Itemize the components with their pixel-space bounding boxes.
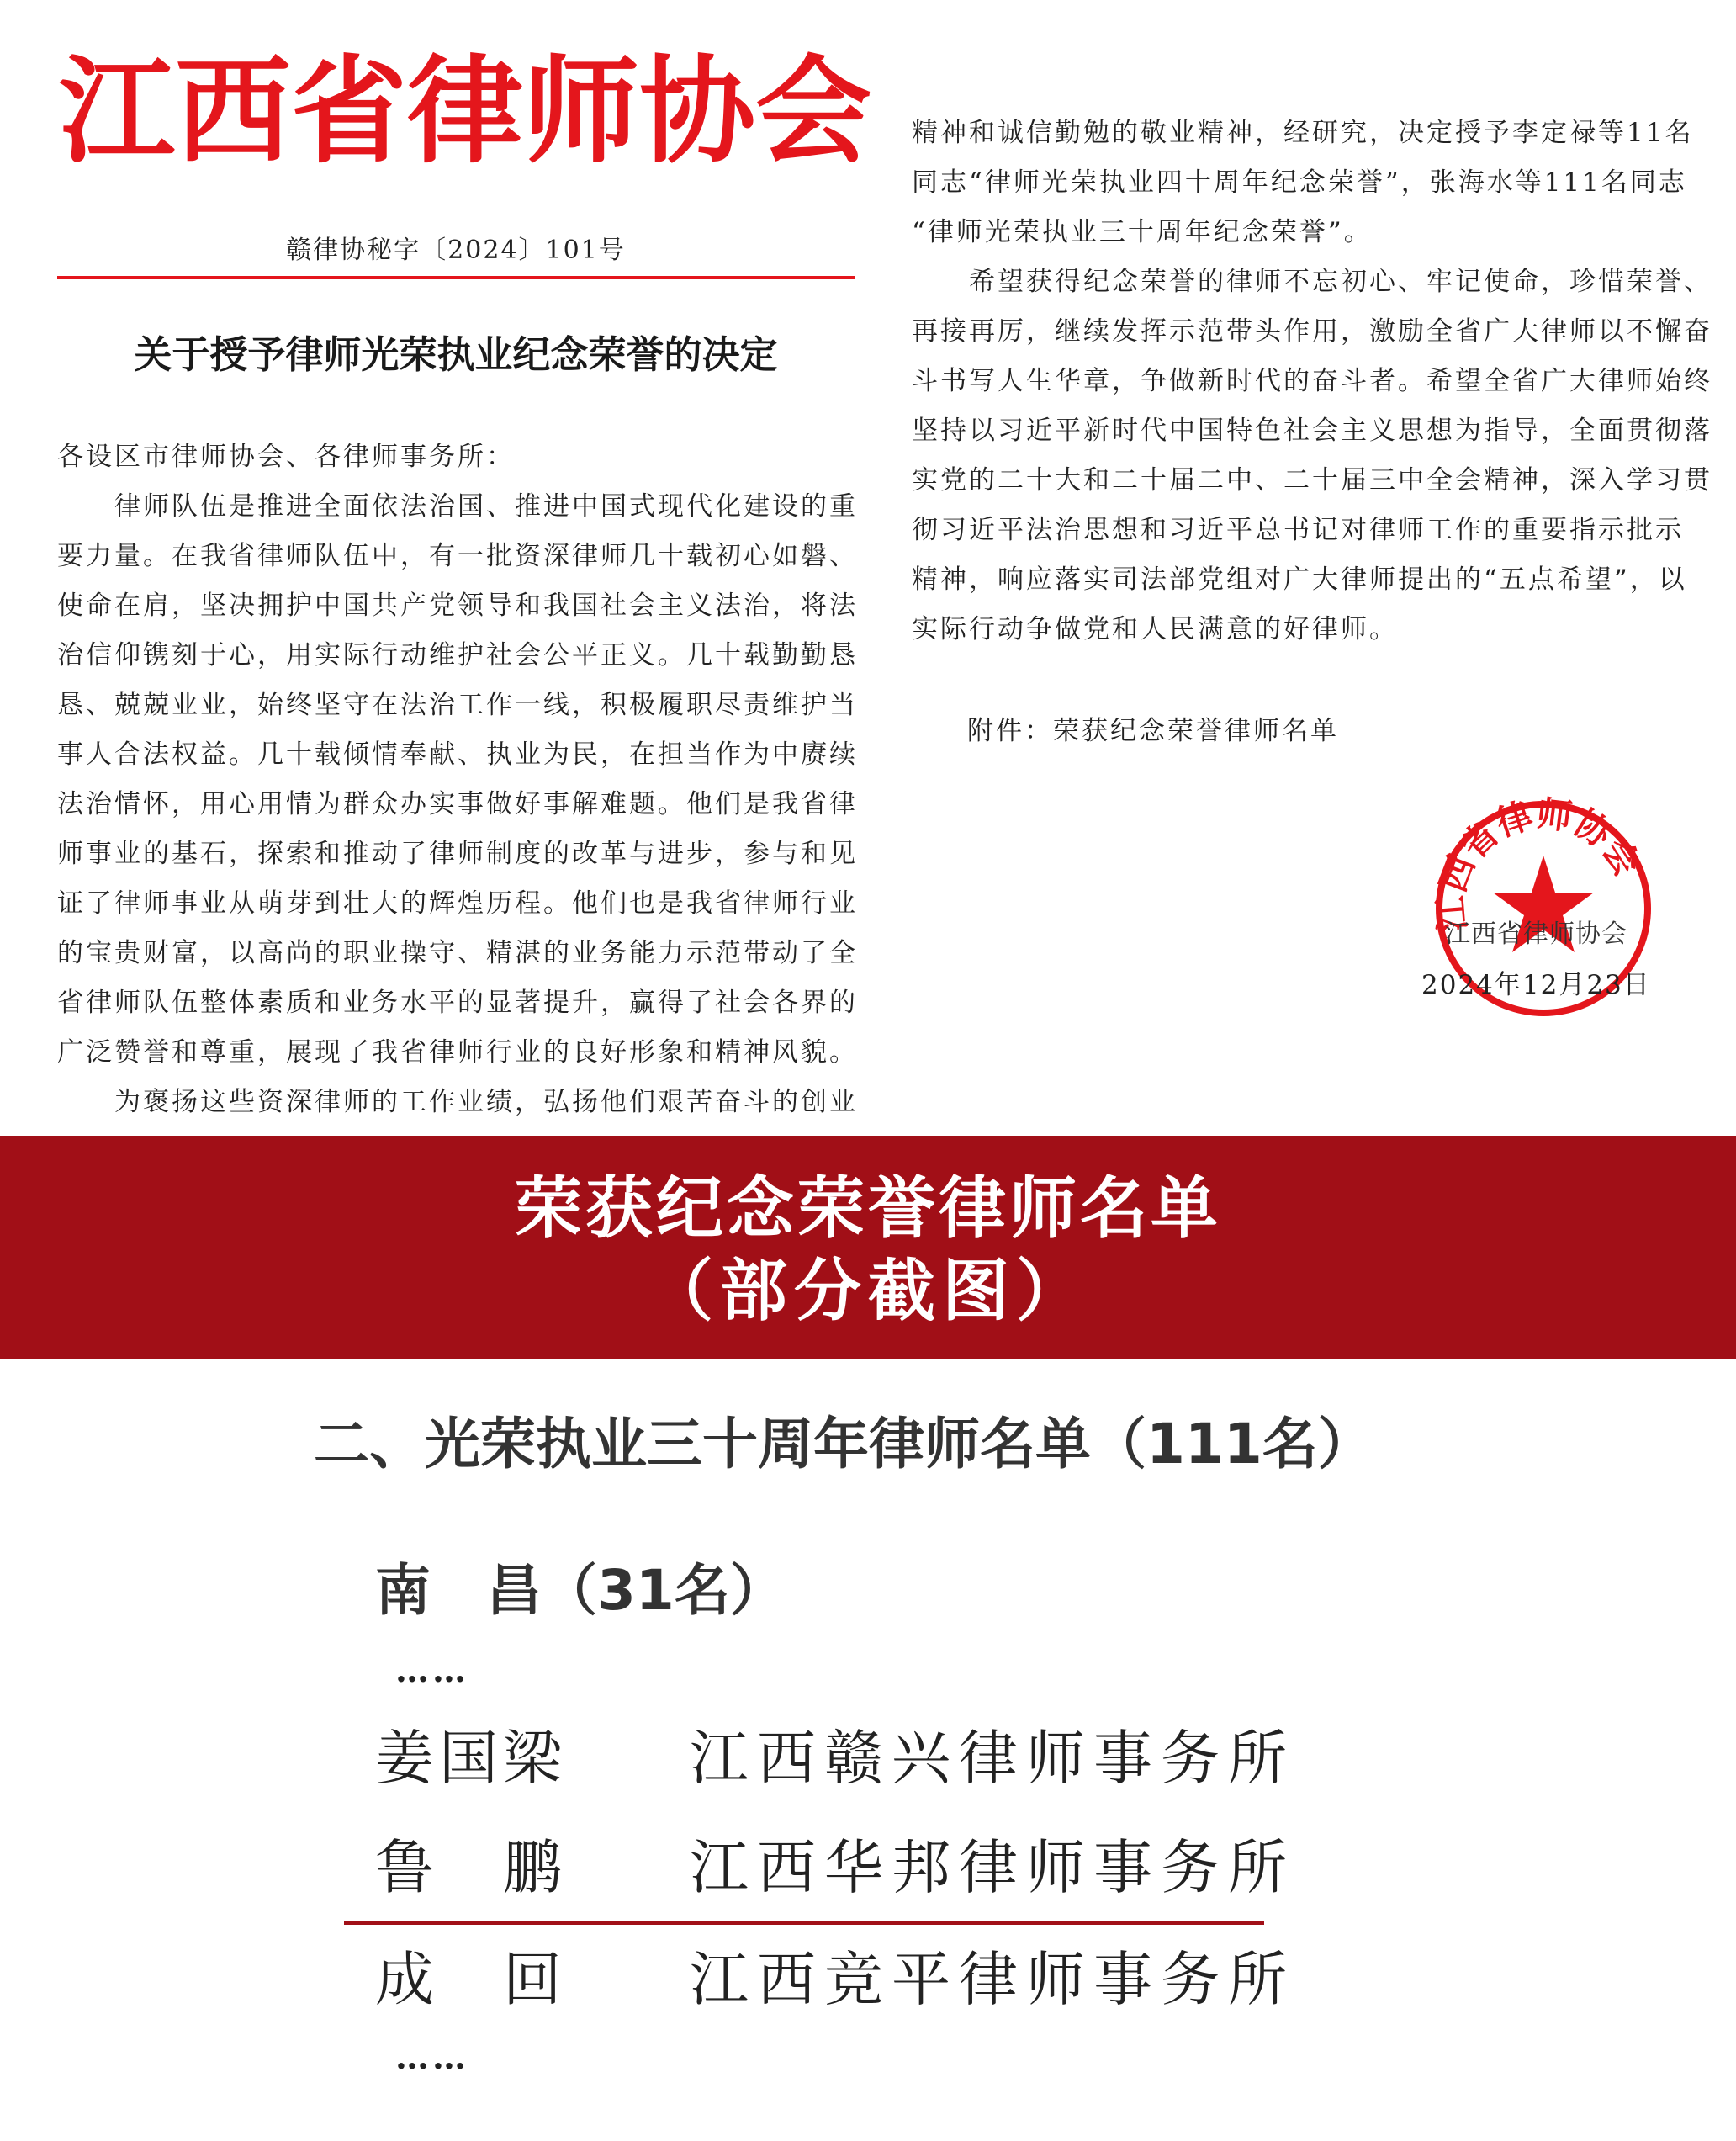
lawyer-name: 姜国梁 [375, 1724, 567, 1793]
body-text-line: 的宝贵财富，以高尚的职业操守、精湛的业务能力示范带动了全 [57, 938, 858, 968]
body-text-line: 实际行动争做党和人民满意的好律师。 [912, 614, 1398, 644]
city-heading: 南 昌（31名） [375, 1558, 786, 1623]
body-text-line: 事人合法权益。几十载倾情奉献、执业为民，在担当作为中赓续 [57, 739, 858, 770]
org-char: 律 [407, 42, 524, 179]
body-text-line: 精神，响应落实司法部党组对广大律师提出的“五点希望”，以 [912, 564, 1687, 595]
org-char: 西 [175, 42, 292, 179]
list-item [375, 1720, 1295, 1796]
letterhead-divider [57, 276, 855, 279]
law-firm: 江西赣兴律师事务所 [690, 1724, 1295, 1793]
org-char: 江 [59, 42, 176, 179]
body-text-line: 各设区市律师协会、各律师事务所： [57, 442, 515, 472]
body-text-line: 实党的二十大和二十届二中、二十届三中全会精神，深入学习贯 [912, 465, 1712, 496]
body-text-line: 要力量。在我省律师队伍中，有一批资深律师几十载初心如磐、 [57, 541, 858, 571]
body-text-line: 斗书写人生华章，争做新时代的奋斗者。希望全省广大律师始终 [912, 366, 1712, 396]
body-text-line: 精神和诚信勤勉的敬业精神，经研究，决定授予李定禄等11名 [912, 118, 1694, 148]
document-title: 关于授予律师光荣执业纪念荣誉的决定 [134, 332, 778, 377]
body-text-line: 证了律师事业从萌芽到壮大的辉煌历程。他们也是我省律师行业 [57, 888, 858, 919]
body-text-line: 再接再厉，继续发挥示范带头作用，激励全省广大律师以不懈奋 [912, 316, 1712, 347]
body-text-line: 治信仰镌刻于心，用实际行动维护社会公平正义。几十载勤勤恳 [57, 640, 858, 670]
document-number: 赣律协秘字〔2024〕101号 [286, 236, 626, 265]
banner-subtitle: （部分截图） [646, 1251, 1090, 1330]
org-char: 会 [755, 42, 872, 179]
org-char: 省 [291, 42, 408, 179]
body-left-column [57, 432, 865, 1127]
body-text-line: 为褒扬这些资深律师的工作业绩，弘扬他们艰苦奋斗的创业 [57, 1087, 858, 1117]
list-item [375, 1830, 1295, 1905]
law-firm: 江西竞平律师事务所 [690, 1945, 1295, 2014]
highlight-underline [344, 1921, 1264, 1925]
body-right-column [912, 109, 1719, 654]
letterhead-org-name [59, 42, 872, 179]
body-text-line: 希望获得纪念荣誉的律师不忘初心、牢记使命，珍惜荣誉、 [912, 267, 1712, 297]
body-text-line: “律师光荣执业三十周年纪念荣誉”。 [912, 217, 1373, 247]
body-text-line: 师事业的基石，探索和推动了律师制度的改革与进步，参与和见 [57, 839, 858, 869]
ellipsis-top: …… [395, 1651, 469, 1690]
section-title: 二、光荣执业三十周年律师名单（111名） [314, 1412, 1373, 1476]
lawyer-name: 鲁 鹏 [375, 1833, 567, 1902]
ellipsis-bottom: …… [395, 2038, 469, 2077]
attachment-note: 附件：荣获纪念荣誉律师名单 [967, 716, 1339, 746]
body-text-line: 恳、兢兢业业，始终坚守在法治工作一线，积极履职尽责维护当 [57, 690, 858, 720]
signature-date: 2024年12月23日 [1421, 970, 1651, 1000]
list-item [375, 1942, 1295, 2017]
body-text-line: 律师队伍是推进全面依法治国、推进中国式现代化建设的重 [57, 491, 858, 522]
body-text-line: 省律师队伍整体素质和业务水平的显著提升，赢得了社会各界的 [57, 988, 858, 1018]
body-text-line: 同志“律师光荣执业四十周年纪念荣誉”，张海水等111名同志 [912, 167, 1687, 198]
org-char: 协 [639, 42, 756, 179]
law-firm: 江西华邦律师事务所 [690, 1833, 1295, 1902]
lawyer-name: 成 回 [375, 1945, 567, 2014]
body-text-line: 使命在肩，坚决拥护中国共产党领导和我国社会主义法治，将法 [57, 591, 858, 621]
body-text-line: 广泛赞誉和尊重，展现了我省律师行业的良好形象和精神风貌。 [57, 1037, 858, 1068]
signature-org: 江西省律师协会 [1445, 919, 1628, 949]
banner-title: 荣获纪念荣誉律师名单 [515, 1169, 1221, 1248]
seal-lettering: 江西省律师协会 [1430, 795, 1649, 934]
body-text-line: 法治情怀，用心用情为群众办实事做好事解难题。他们是我省律 [57, 789, 858, 819]
org-char: 师 [523, 42, 640, 179]
body-text-line: 坚持以习近平新时代中国特色社会主义思想为指导，全面贯彻落 [912, 416, 1712, 446]
body-text-line: 彻习近平法治思想和习近平总书记对律师工作的重要指示批示 [912, 515, 1684, 545]
